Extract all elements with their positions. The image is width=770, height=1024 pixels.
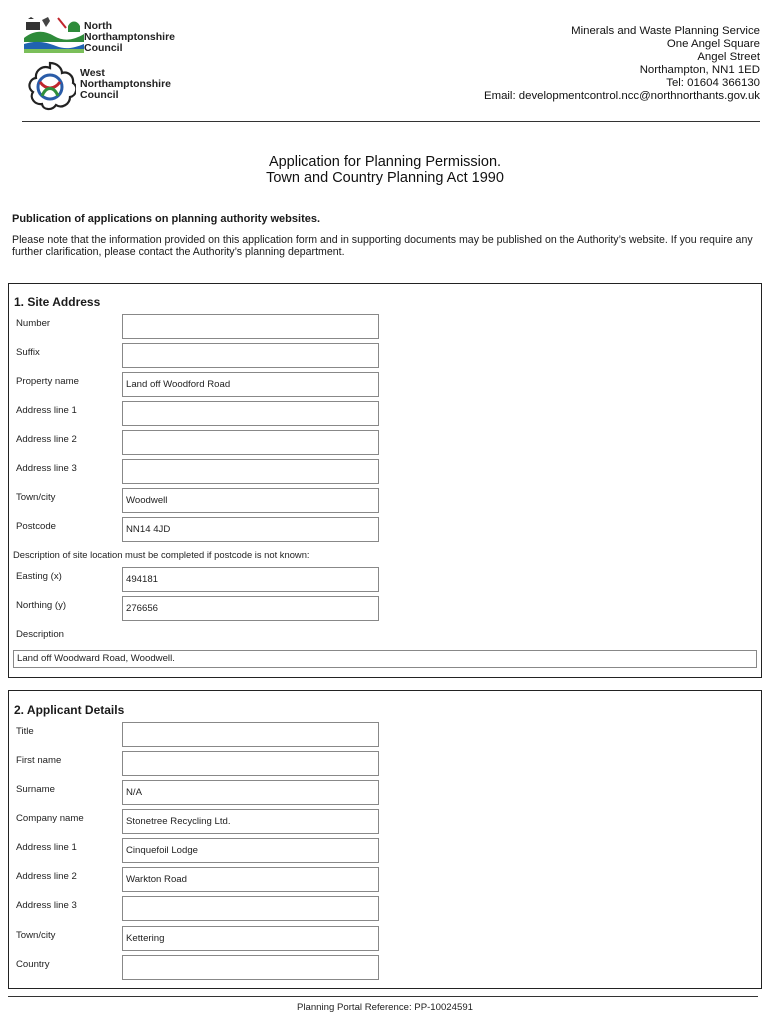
first-name-label: First name [16, 755, 62, 766]
nnc-landscape-icon [24, 16, 84, 56]
applicant-address-line-2-field[interactable]: Warkton Road [122, 867, 379, 892]
section-heading: 2. Applicant Details [14, 703, 125, 717]
email-link[interactable]: Email: developmentcontrol.ncc@northnorthants.gov.uk [483, 90, 760, 102]
applicant-address-line-1-field[interactable]: Cinquefoil Lodge [122, 838, 379, 863]
address-line-3-field[interactable] [122, 459, 379, 484]
postcode-label: Postcode [16, 521, 57, 532]
contact-address [484, 25, 760, 103]
applicant-address-line-2-label: Address line 2 [16, 871, 77, 882]
easting-field[interactable]: 494181 [122, 567, 379, 592]
number-field[interactable] [122, 314, 379, 339]
northing-label: Northing (y) [16, 600, 67, 611]
description-field[interactable]: Land off Woodward Road, Woodwell. [13, 650, 757, 668]
country-label: Country [16, 959, 50, 970]
address-line-1-field[interactable] [122, 401, 379, 426]
address-line: One Angel Square [666, 38, 760, 50]
postcode-field[interactable]: NN14 4JD [122, 517, 379, 542]
publication-notice: Please note that the information provided on this application form and in supporting documents may be published on the Authority’s website. If you require any further clarification, please contact the Authority’s planning department. [12, 234, 753, 258]
footer-divider [8, 996, 758, 997]
town-city-field[interactable]: Woodwell [122, 488, 379, 513]
title-label: Title [16, 726, 34, 737]
company-name-label: Company name [16, 813, 84, 824]
applicant-address-line-1-label: Address line 1 [16, 842, 77, 853]
country-field[interactable] [122, 955, 379, 980]
applicant-address-line-3-field[interactable] [122, 896, 379, 921]
town-city-label: Town/city [16, 492, 56, 503]
description-label: Description [16, 629, 64, 640]
address-line-1-label: Address line 1 [16, 405, 77, 416]
suffix-label: Suffix [16, 347, 40, 358]
address-line-3-label: Address line 3 [16, 463, 77, 474]
title-field[interactable] [122, 722, 379, 747]
applicant-town-city-field[interactable]: Kettering [122, 926, 379, 951]
number-label: Number [16, 318, 51, 329]
phone-line: Tel: 01604 366130 [666, 77, 760, 89]
applicant-town-city-label: Town/city [16, 930, 56, 941]
surname-label: Surname [16, 784, 55, 795]
wnc-knot-icon [24, 60, 76, 112]
company-name-field[interactable]: Stonetree Recycling Ltd. [122, 809, 379, 834]
surname-field[interactable]: N/A [122, 780, 379, 805]
easting-label: Easting (x) [16, 571, 62, 582]
site-location-note: Description of site location must be completed if postcode is not known: [13, 549, 310, 560]
property-name-label: Property name [16, 376, 79, 387]
address-line: Minerals and Waste Planning Service [571, 25, 760, 37]
address-line-2-field[interactable] [122, 430, 379, 455]
suffix-field[interactable] [122, 343, 379, 368]
wnc-logo-text: West Northamptonshire Council [80, 67, 172, 101]
address-line: Northampton, NN1 1ED [639, 64, 760, 76]
publication-heading: Publication of applications on planning authority websites. [12, 213, 321, 225]
address-line: Angel Street [697, 51, 760, 63]
section-heading: 1. Site Address [14, 295, 101, 309]
header-divider [22, 121, 760, 122]
nnc-logo-text: North Northamptonshire Council [84, 20, 176, 54]
applicant-address-line-3-label: Address line 3 [16, 900, 77, 911]
address-line-2-label: Address line 2 [16, 434, 77, 445]
northing-field[interactable]: 276656 [122, 596, 379, 621]
property-name-field[interactable]: Land off Woodford Road [122, 372, 379, 397]
page-title: Application for Planning Permission. Town and Country Planning Act 1990 [266, 154, 504, 186]
first-name-field[interactable] [122, 751, 379, 776]
planning-portal-reference: Planning Portal Reference: PP-10024591 [296, 1002, 473, 1013]
